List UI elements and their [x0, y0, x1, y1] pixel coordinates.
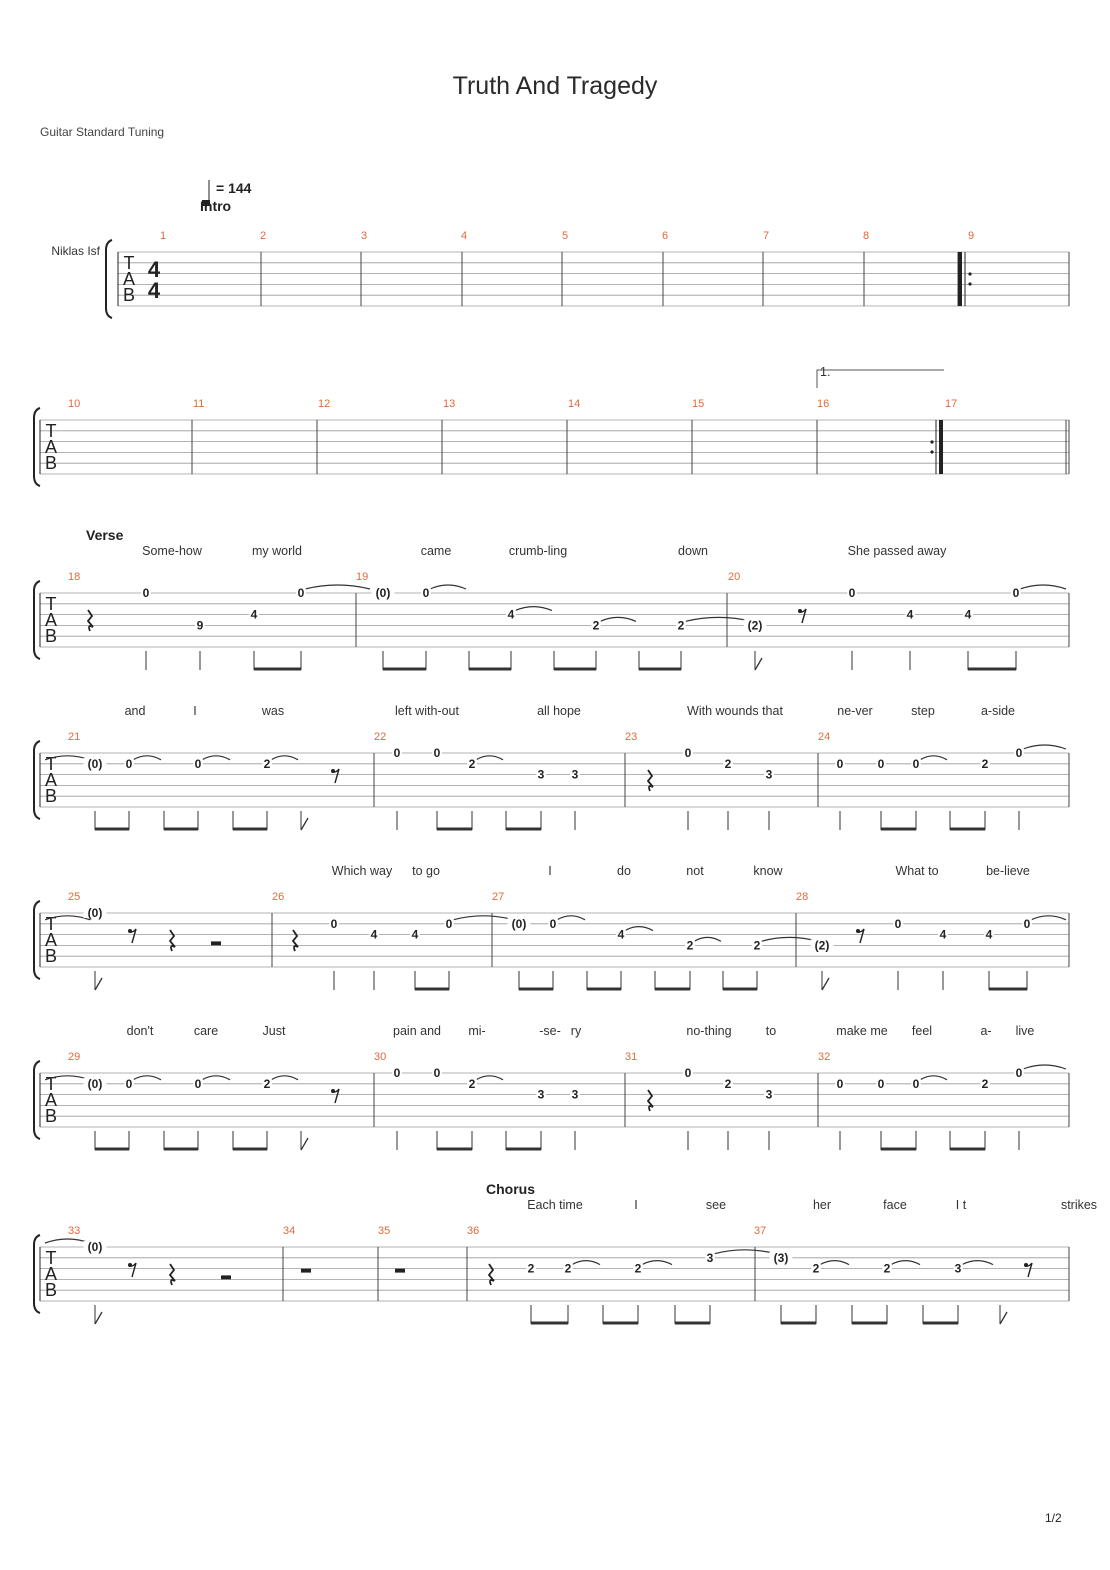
- tie: [133, 1076, 161, 1080]
- lyric-syllable: to: [765, 1024, 777, 1038]
- lyric-syllable: make me: [836, 1024, 888, 1038]
- measure-number: 6: [662, 230, 669, 242]
- tab-clef-letter: A: [44, 770, 58, 790]
- system-bracket: [106, 240, 112, 318]
- tab-system: [34, 1024, 1069, 1151]
- tie: [305, 585, 370, 589]
- repeat-dot: [930, 450, 933, 453]
- tie: [920, 1076, 947, 1080]
- measure-number: 30: [374, 1051, 387, 1063]
- fret-number: 4: [964, 607, 972, 622]
- lyric-syllable: all hope: [537, 704, 581, 718]
- note-beam: [506, 828, 541, 831]
- lyric-syllable: She passed away: [847, 544, 947, 558]
- measure-number: 4: [461, 230, 468, 242]
- lyric-syllable: feel: [911, 1024, 933, 1038]
- lyric-syllable: What to: [895, 864, 939, 878]
- tab-clef-letter: A: [122, 269, 136, 289]
- lyric-syllable: know: [753, 864, 783, 878]
- quarter-rest: [648, 770, 653, 791]
- fret-number: 0: [330, 916, 338, 931]
- fret-number: 0: [912, 1076, 920, 1091]
- lyric-syllable: was: [261, 704, 285, 718]
- fret-number: 4: [250, 607, 258, 622]
- tie: [271, 1076, 298, 1080]
- lyric-syllable: do: [617, 864, 631, 878]
- tie: [962, 1261, 993, 1265]
- tab-clef-letter: A: [44, 930, 58, 950]
- measure-number: 23: [625, 731, 638, 743]
- tie: [453, 916, 514, 920]
- tie: [625, 927, 653, 931]
- repeat-end-thick-bar: [939, 420, 943, 474]
- fret-number: 2: [263, 1076, 271, 1091]
- fret-number: 3: [706, 1250, 714, 1265]
- note-beam: [950, 828, 985, 831]
- score-title: Truth And Tragedy: [452, 72, 658, 100]
- note-beam: [233, 828, 267, 831]
- repeat-start-thick-bar: [958, 252, 962, 306]
- note-flag: [301, 818, 308, 830]
- fret-number: (0): [87, 1076, 103, 1091]
- note-beam: [437, 1148, 472, 1151]
- note-beam: [923, 1322, 958, 1325]
- system-bracket: [34, 1235, 40, 1313]
- tab-clef-letter: T: [45, 914, 57, 934]
- note-beam: [469, 668, 511, 671]
- note-beam: [723, 988, 757, 991]
- tie: [600, 617, 636, 621]
- tab-clef-letter: T: [45, 594, 57, 614]
- tuning-label: Guitar Standard Tuning: [40, 125, 165, 139]
- measure-number: 37: [754, 1225, 767, 1237]
- quarter-rest: [88, 610, 93, 631]
- tie: [202, 1076, 230, 1080]
- measure-number: 8: [863, 230, 870, 242]
- note-beam: [587, 988, 621, 991]
- fret-number: 2: [592, 618, 600, 633]
- tab-clef-letter: B: [44, 1280, 58, 1300]
- measure-number: 3: [361, 230, 368, 242]
- note-beam: [655, 988, 690, 991]
- tie: [133, 756, 161, 760]
- measure-number: 33: [68, 1225, 81, 1237]
- fret-number: 3: [571, 1087, 579, 1102]
- half-rest: [211, 941, 221, 945]
- system-bracket: [34, 741, 40, 819]
- note-beam: [675, 1322, 710, 1325]
- tie: [572, 1261, 600, 1265]
- measure-number: 20: [728, 571, 741, 583]
- measure-number: 7: [763, 230, 770, 242]
- measure-number: 35: [378, 1225, 391, 1237]
- lyric-syllable: Each time: [527, 1198, 583, 1212]
- measure-number: 11: [193, 398, 205, 410]
- tie: [820, 1261, 849, 1265]
- tab-clef-letter: T: [123, 253, 135, 273]
- fret-number: (0): [87, 1240, 103, 1254]
- tab-system: [34, 864, 1069, 991]
- tab-clef-letter: A: [44, 437, 58, 457]
- fret-number: (0): [87, 756, 103, 771]
- section-label: Chorus: [486, 1181, 535, 1197]
- tab-clef-letter: T: [45, 1074, 57, 1094]
- fret-number: 3: [537, 767, 545, 782]
- instrument-name: Niklas Isf: [51, 244, 100, 258]
- fret-number: 0: [1015, 1066, 1023, 1080]
- note-flag: [1000, 1312, 1007, 1324]
- measure-number: 9: [968, 230, 975, 242]
- repeat-dot: [968, 272, 971, 275]
- fret-number: 0: [684, 746, 692, 760]
- fret-number: 0: [1015, 746, 1023, 760]
- lyric-syllable: pain and: [393, 1024, 441, 1038]
- note-beam: [233, 1148, 267, 1151]
- fret-number: (3): [773, 1250, 789, 1265]
- lyric-syllable: -se-: [539, 1024, 561, 1038]
- fret-number: 4: [906, 607, 914, 622]
- tie: [1023, 1065, 1066, 1069]
- lyric-syllable: With wounds that: [687, 704, 783, 718]
- quarter-rest: [648, 1090, 653, 1111]
- note-beam: [95, 828, 129, 831]
- fret-number: 4: [939, 927, 947, 942]
- fret-number: (2): [747, 618, 763, 633]
- fret-number: 4: [411, 927, 419, 942]
- note-flag: [755, 658, 762, 670]
- tie: [761, 937, 818, 941]
- tie: [430, 585, 466, 589]
- measure-number: 15: [692, 398, 705, 410]
- tab-clef-letter: B: [44, 946, 58, 966]
- tie: [557, 916, 585, 920]
- quarter-rest: [170, 1264, 175, 1285]
- note-beam: [531, 1322, 568, 1325]
- tie: [714, 1250, 776, 1254]
- measure-number: 5: [562, 230, 569, 242]
- fret-number: 2: [981, 1076, 989, 1091]
- lyric-syllable: step: [911, 704, 935, 718]
- fret-number: 4: [507, 607, 515, 622]
- fret-number: 2: [564, 1261, 572, 1276]
- system-bracket: [34, 408, 40, 486]
- fret-number: 0: [912, 756, 920, 771]
- fret-number: 3: [954, 1261, 962, 1276]
- tie: [694, 937, 721, 941]
- measure-number: 32: [818, 1051, 831, 1063]
- tab-clef-letter: T: [45, 421, 57, 441]
- tie: [891, 1261, 920, 1265]
- tie: [476, 1076, 503, 1080]
- fret-number: 2: [468, 756, 476, 771]
- fret-number: 4: [985, 927, 993, 942]
- fret-number: (0): [511, 916, 527, 931]
- measure-number: 25: [68, 891, 81, 903]
- fret-number: 3: [765, 767, 773, 782]
- page-number: 1/2: [1045, 1511, 1062, 1525]
- fret-number: 0: [142, 586, 150, 600]
- half-rest: [221, 1275, 231, 1279]
- lyric-syllable: down: [678, 544, 708, 558]
- lyric-syllable: Which way: [331, 864, 393, 878]
- measure-number: 14: [568, 398, 581, 410]
- tie: [1023, 745, 1066, 749]
- note-beam: [881, 1148, 916, 1151]
- lyric-syllable: left with-out: [395, 704, 459, 718]
- tie: [685, 617, 752, 621]
- fret-number: 3: [765, 1087, 773, 1102]
- lyric-syllable: crumb-ling: [508, 544, 568, 558]
- volta-bracket: [817, 370, 944, 388]
- lyric-syllable: be-lieve: [986, 864, 1030, 878]
- measure-number: 2: [260, 230, 267, 242]
- lyric-syllable: my world: [251, 544, 303, 558]
- tie: [642, 1261, 672, 1265]
- lyric-syllable: and: [124, 704, 146, 718]
- lyric-syllable: strikes: [1060, 1198, 1098, 1212]
- whole-rest: [301, 1269, 311, 1273]
- measure-number: 29: [68, 1051, 81, 1063]
- repeat-dot: [930, 440, 933, 443]
- fret-number: 0: [894, 916, 902, 931]
- measure-number: 22: [374, 731, 387, 743]
- fret-number: 4: [617, 927, 625, 942]
- system-bracket: [34, 901, 40, 979]
- system-bracket: [34, 1061, 40, 1139]
- fret-number: 0: [433, 1066, 441, 1080]
- tab-clef-letter: T: [45, 1248, 57, 1268]
- tab-clef-letter: A: [44, 1090, 58, 1110]
- fret-number: 2: [634, 1261, 642, 1276]
- quarter-rest: [293, 930, 298, 951]
- fret-number: 0: [422, 586, 430, 600]
- note-beam: [781, 1322, 816, 1325]
- fret-number: 2: [753, 938, 761, 953]
- lyric-syllable: mi-: [468, 1024, 486, 1038]
- note-beam: [415, 988, 449, 991]
- note-beam: [437, 828, 472, 831]
- tie: [1031, 916, 1066, 920]
- measure-number: 27: [492, 891, 505, 903]
- system-bracket: [34, 581, 40, 659]
- lyric-syllable: not: [686, 864, 704, 878]
- note-flag: [95, 1312, 102, 1324]
- fret-number: 0: [194, 1076, 202, 1091]
- lyric-syllable: I t: [955, 1198, 967, 1212]
- tie: [202, 756, 230, 760]
- measure-number: 1: [160, 230, 167, 242]
- note-beam: [989, 988, 1027, 991]
- fret-number: 3: [571, 767, 579, 782]
- quarter-rest: [489, 1264, 494, 1285]
- lyric-syllable: face: [883, 1198, 907, 1212]
- lyric-syllable: Some-how: [142, 544, 202, 558]
- lyric-syllable: came: [420, 544, 452, 558]
- note-beam: [95, 1148, 129, 1151]
- lyric-syllable: no-thing: [686, 1024, 732, 1038]
- measure-number: 36: [467, 1225, 480, 1237]
- tab-clef-letter: A: [44, 610, 58, 630]
- measure-number: 34: [283, 1225, 296, 1237]
- fret-number: 4: [370, 927, 378, 942]
- note-beam: [950, 1148, 985, 1151]
- time-signature-bottom: 4: [147, 278, 161, 303]
- tab-clef-letter: B: [44, 1106, 58, 1126]
- fret-number: 2: [981, 756, 989, 771]
- fret-number: 2: [527, 1261, 535, 1276]
- tab-clef-letter: A: [44, 1264, 58, 1284]
- fret-number: 2: [724, 1076, 732, 1091]
- fret-number: (2): [814, 938, 830, 953]
- tab-system: [34, 365, 1069, 486]
- tab-clef-letter: B: [122, 285, 136, 305]
- tie: [476, 756, 503, 760]
- lyric-syllable: a-: [980, 1024, 992, 1038]
- measure-number: 19: [356, 571, 369, 583]
- fret-number: 2: [686, 938, 694, 953]
- fret-number: 3: [537, 1087, 545, 1102]
- lyric-syllable: see: [705, 1198, 727, 1212]
- tab-clef-letter: T: [45, 754, 57, 774]
- fret-number: 0: [445, 916, 453, 931]
- fret-number: 2: [468, 1076, 476, 1091]
- note-flag: [301, 1138, 308, 1150]
- tempo-mark: = 144: [216, 180, 252, 196]
- note-flag: [95, 978, 102, 990]
- fret-number: 2: [263, 756, 271, 771]
- measure-number: 12: [318, 398, 331, 410]
- quarter-rest: [170, 930, 175, 951]
- fret-number: 2: [812, 1261, 820, 1276]
- measure-number: 28: [796, 891, 809, 903]
- lyric-syllable: Just: [262, 1024, 286, 1038]
- note-beam: [968, 668, 1016, 671]
- tie: [515, 607, 552, 611]
- fret-number: 0: [1023, 916, 1031, 931]
- lyric-syllable: don't: [126, 1024, 154, 1038]
- measure-number: 10: [68, 398, 81, 410]
- fret-number: 0: [1012, 586, 1020, 600]
- measure-number: 18: [68, 571, 81, 583]
- lyric-syllable: to go: [412, 864, 440, 878]
- section-label: Verse: [86, 527, 124, 543]
- measure-number: 24: [818, 731, 831, 743]
- lyric-syllable: live: [1015, 1024, 1035, 1038]
- tab-system: [34, 527, 1069, 671]
- tie: [271, 756, 298, 760]
- tie: [1020, 585, 1066, 589]
- fret-number: 0: [393, 1066, 401, 1080]
- measure-number: 26: [272, 891, 285, 903]
- fret-number: 0: [393, 746, 401, 760]
- section-label: Intro: [200, 198, 232, 214]
- note-beam: [506, 1148, 541, 1151]
- fret-number: 9: [196, 618, 204, 633]
- note-beam: [554, 668, 596, 671]
- lyric-syllable: I: [634, 1198, 638, 1212]
- time-signature-top: 4: [147, 257, 161, 282]
- volta-label: 1.: [820, 365, 831, 379]
- tie: [45, 1239, 90, 1243]
- lyric-syllable: a-side: [980, 704, 1016, 718]
- fret-number: (0): [87, 906, 103, 920]
- lyric-syllable: ne-ver: [837, 704, 873, 718]
- tie: [920, 756, 947, 760]
- repeat-dot: [968, 282, 971, 285]
- fret-number: 0: [433, 746, 441, 760]
- tab-system: [34, 704, 1069, 831]
- fret-number: 0: [297, 586, 305, 600]
- fret-number: 0: [549, 916, 557, 931]
- lyric-syllable: her: [812, 1198, 832, 1212]
- fret-number: 0: [848, 586, 856, 600]
- measure-number: 17: [945, 398, 958, 410]
- note-beam: [852, 1322, 887, 1325]
- measure-number: 16: [817, 398, 830, 410]
- lyric-syllable: I: [548, 864, 552, 878]
- measure-number: 21: [68, 731, 81, 743]
- fret-number: 0: [877, 1076, 885, 1091]
- fret-number: 0: [125, 756, 133, 771]
- note-beam: [603, 1322, 638, 1325]
- note-beam: [383, 668, 426, 671]
- note-beam: [881, 828, 916, 831]
- note-beam: [164, 1148, 198, 1151]
- lyric-syllable: care: [193, 1024, 219, 1038]
- tab-clef-letter: B: [44, 626, 58, 646]
- fret-number: 0: [836, 1076, 844, 1091]
- fret-number: 0: [836, 756, 844, 771]
- note-flag: [822, 978, 829, 990]
- lyric-syllable: ry: [570, 1024, 582, 1038]
- fret-number: 2: [883, 1261, 891, 1276]
- fret-number: 2: [724, 756, 732, 771]
- fret-number: 2: [677, 618, 685, 633]
- fret-number: (0): [375, 586, 391, 600]
- note-beam: [254, 668, 301, 671]
- note-beam: [519, 988, 553, 991]
- measure-number: 31: [625, 1051, 638, 1063]
- fret-number: 0: [125, 1076, 133, 1091]
- whole-rest: [395, 1269, 405, 1273]
- fret-number: 0: [877, 756, 885, 771]
- tab-system: [51, 180, 1069, 318]
- measure-number: 13: [443, 398, 456, 410]
- fret-number: 0: [684, 1066, 692, 1080]
- fret-number: 0: [194, 756, 202, 771]
- note-beam: [639, 668, 681, 671]
- tab-clef-letter: B: [44, 786, 58, 806]
- note-beam: [164, 828, 198, 831]
- lyric-syllable: I: [193, 704, 197, 718]
- tab-clef-letter: B: [44, 453, 58, 473]
- tab-system: [34, 1181, 1097, 1325]
